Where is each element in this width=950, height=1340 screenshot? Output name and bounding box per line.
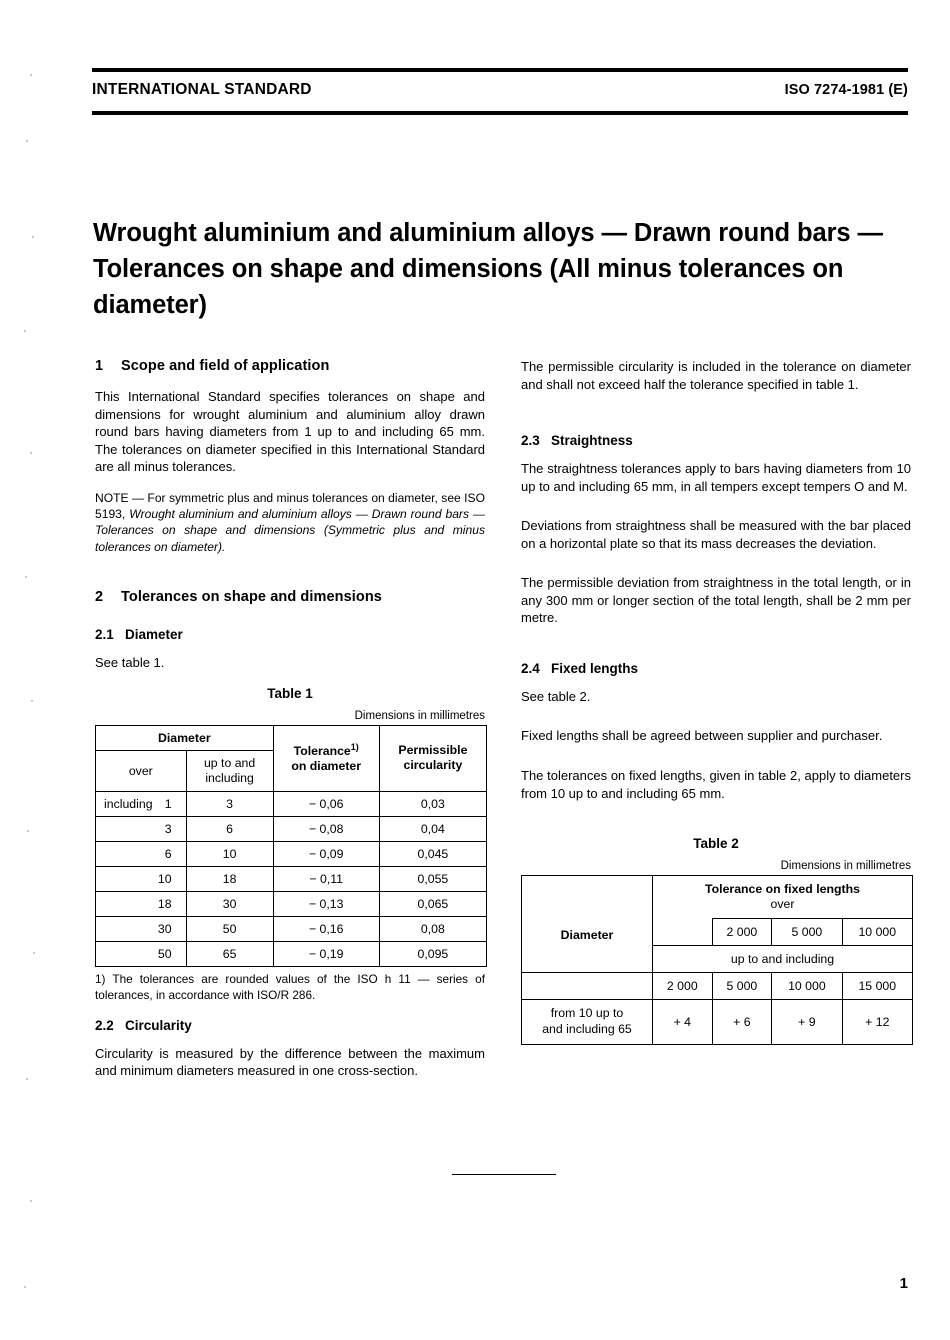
table-1-cell-tolerance: − 0,06 xyxy=(273,791,379,816)
table-2-upto-value: 5 000 xyxy=(712,972,772,999)
table-2-header-diameter xyxy=(522,876,653,973)
table-2-cell-value: + 4 xyxy=(653,999,713,1044)
section-title-1: Scope and field of application xyxy=(121,358,330,374)
section-2-3-paragraph-2: Deviations from straightness shall be measured with the bar placed on a horizontal plate so that its mass decreases the deviation. xyxy=(521,518,911,551)
table-2-body xyxy=(522,876,913,1044)
scan-speck xyxy=(24,1286,26,1288)
section-heading-1 xyxy=(95,358,485,374)
table-1-cell-over xyxy=(96,791,187,816)
table-1-body xyxy=(96,791,487,966)
table-1-header-circularity-line1: Permissible xyxy=(398,743,468,758)
table-1-cell-over: 10 xyxy=(96,866,187,891)
table-1-cell-circularity: 0,045 xyxy=(379,841,486,866)
table-2-header-main xyxy=(653,876,913,919)
table-1-cell-tolerance: − 0,09 xyxy=(273,841,379,866)
table-2-dimension-note: Dimensions in millimetres xyxy=(780,860,911,873)
section-heading-2-1 xyxy=(95,627,485,642)
table-2-cell-value: + 12 xyxy=(842,999,912,1044)
table-2-over-value: 5 000 xyxy=(772,918,842,945)
table-row xyxy=(96,791,487,816)
table-1-dimension-note: Dimensions in millimetres xyxy=(354,709,485,722)
table-1-cell-tolerance: − 0,11 xyxy=(273,866,379,891)
table-2-header-diameter-label: Diameter xyxy=(560,927,614,942)
right-column-intro-paragraph: The permissible circularity is included in the tolerance on diameter and shall not exceed half the tolerance specified in table 1. xyxy=(521,359,911,392)
note-lead-text: NOTE — For symmetric plus and minus tolerances on diameter, see ISO 5193, xyxy=(95,490,485,522)
document-header xyxy=(92,68,908,115)
header-standard-number: ISO 7274-1981 (E) xyxy=(784,82,908,98)
table-2-upto-value: 10 000 xyxy=(772,972,842,999)
table-1-header-diameter: Diameter xyxy=(96,725,274,751)
table-row xyxy=(522,876,913,919)
table-1-cell-circularity: 0,095 xyxy=(379,941,486,966)
table-row xyxy=(96,916,487,941)
table-2-row-label-line2: and including 65 xyxy=(542,1021,632,1036)
table-2-over-value: 2 000 xyxy=(712,918,772,945)
table-1-cell-upto: 30 xyxy=(186,891,273,916)
table-1-cell-circularity: 0,055 xyxy=(379,866,486,891)
section-2-4-paragraph-1: See table 2. xyxy=(521,688,591,704)
section-2-4-paragraph-3: The tolerances on fixed lengths, given in table 2, apply to diameters from 10 up to and including 65 mm. xyxy=(521,768,911,801)
section-heading-2-3 xyxy=(521,433,911,448)
table-1-cell-tolerance: − 0,13 xyxy=(273,891,379,916)
page-title: Wrought aluminium and aluminium alloys — Drawn round bars — Tolerances on shape and dimensions (All minus tolerances on diameter) xyxy=(93,219,883,320)
table-1-cell-tolerance: − 0,19 xyxy=(273,941,379,966)
table-1-cell-upto: 65 xyxy=(186,941,273,966)
section-2-1-paragraph: See table 1. xyxy=(95,654,165,670)
table-2-cell-value: + 6 xyxy=(712,999,772,1044)
section-1-paragraph: This International Standard specifies tolerances on shape and dimensions for wrought aluminium and aluminium alloy drawn round bars having diameters from 1 up to and including 65 mm. The tolerances on diameter specified in this International Standard are all minus tolerances. xyxy=(95,389,485,475)
section-title-2-1: Diameter xyxy=(125,626,183,642)
table-1-cell-circularity: 0,03 xyxy=(379,791,486,816)
table-1-cell-circularity: 0,08 xyxy=(379,916,486,941)
section-title-2-2: Circularity xyxy=(125,1017,192,1033)
table-2-upto-value: 2 000 xyxy=(653,972,713,999)
table-1-header-tolerance-text: Tolerance xyxy=(293,744,351,759)
table-2 xyxy=(521,875,913,1044)
table-1-header-over: over xyxy=(96,751,187,792)
table-2-over-blank xyxy=(653,918,713,945)
section-number-1: 1 xyxy=(95,358,104,374)
scan-speck xyxy=(30,1200,32,1202)
table-row xyxy=(96,816,487,841)
table-1-header-tolerance-footnote-marker: 1) xyxy=(350,742,359,753)
scan-speck xyxy=(31,700,33,702)
table-row xyxy=(522,972,913,999)
scan-speck xyxy=(24,330,26,332)
table-2-caption: Table 2 xyxy=(693,836,739,852)
scan-speck xyxy=(26,140,28,142)
table-2-cell-value: + 9 xyxy=(772,999,842,1044)
table-1-cell-upto: 18 xyxy=(186,866,273,891)
table-1-cell-upto: 6 xyxy=(186,816,273,841)
table-1-cell-circularity: 0,065 xyxy=(379,891,486,916)
left-column xyxy=(95,358,485,1094)
section-2-3-paragraph-3: The permissible deviation from straightness in the total length, or in any 300 mm or longer section of the total length, shall be 2 mm per metre. xyxy=(521,575,911,626)
table-1-cell-upto: 10 xyxy=(186,841,273,866)
table-1-cell-tolerance: − 0,16 xyxy=(273,916,379,941)
footer-divider xyxy=(452,1174,556,1175)
table-1-header-tolerance-sub: on diameter xyxy=(291,759,362,774)
right-column xyxy=(521,358,911,1045)
section-2-3-paragraph-1: The straightness tolerances apply to bars having diameters from 10 up to and including 65 mm, in all tempers except tempers O and M. xyxy=(521,461,911,494)
table-1-caption: Table 1 xyxy=(267,685,313,701)
table-1 xyxy=(95,725,487,967)
table-1-cell-over: 6 xyxy=(96,841,187,866)
table-row xyxy=(96,866,487,891)
header-row xyxy=(92,72,908,108)
table-row xyxy=(96,725,487,751)
section-number-2-1: 2.1 xyxy=(95,626,114,642)
table-1-cell-over: 30 xyxy=(96,916,187,941)
table-1-cell-over-value: 1 xyxy=(164,796,172,811)
table-1-cell-over: 3 xyxy=(96,816,187,841)
table-2-diameter-blank xyxy=(522,972,653,999)
table-2-upto-value: 15 000 xyxy=(842,972,912,999)
section-title-2-4: Fixed lengths xyxy=(551,660,639,676)
section-number-2-4: 2.4 xyxy=(521,660,540,676)
section-number-2-2: 2.2 xyxy=(95,1017,114,1033)
table-row xyxy=(522,999,913,1044)
section-2-4-paragraph-2: Fixed lengths shall be agreed between supplier and purchaser. xyxy=(521,728,883,744)
table-row xyxy=(96,941,487,966)
section-number-2: 2 xyxy=(95,588,104,605)
table-row xyxy=(96,891,487,916)
table-1-cell-tolerance: − 0,08 xyxy=(273,816,379,841)
table-1-cell-over: 50 xyxy=(96,941,187,966)
table-row xyxy=(96,841,487,866)
section-number-2-3: 2.3 xyxy=(521,433,540,449)
header-standard-label: INTERNATIONAL STANDARD xyxy=(92,81,312,98)
table-1-footnote: 1) The tolerances are rounded values of the ISO h 11 — series of tolerances, in accordance with ISO/R 286. xyxy=(95,971,485,1002)
table-1-first-row-including-label: including xyxy=(104,796,153,811)
table-1-header-circularity-line2: circularity xyxy=(403,758,463,773)
section-heading-2 xyxy=(95,589,485,605)
note-italic-text: Wrought aluminium and aluminium alloys — Drawn round bars — Tolerances on shape and dimensions (Symmetric plus and minus tolerances on diameter). xyxy=(95,507,485,554)
scan-speck xyxy=(33,952,35,954)
header-rule-bottom xyxy=(92,111,908,115)
table-1-header-tolerance xyxy=(273,725,379,791)
scan-speck xyxy=(25,576,27,578)
section-heading-2-4 xyxy=(521,661,911,676)
table-2-over-value: 10 000 xyxy=(842,918,912,945)
table-2-header-main-line1: Tolerance on fixed lengths xyxy=(705,882,860,897)
table-1-cell-circularity: 0,04 xyxy=(379,816,486,841)
section-title-2-3: Straightness xyxy=(551,433,633,449)
section-1-note xyxy=(95,490,485,555)
scan-speck xyxy=(26,1078,28,1080)
section-2-2-paragraph: Circularity is measured by the difference between the maximum and minimum diameters measured in one cross-section. xyxy=(95,1045,485,1079)
table-1-cell-upto: 3 xyxy=(186,791,273,816)
table-2-row-label-line1: from 10 up to xyxy=(550,1005,624,1020)
table-2-header-main-line2: over xyxy=(770,896,795,911)
table-2-row-label xyxy=(522,999,653,1044)
scan-speck xyxy=(27,830,29,832)
table-1-header-upto: up to and including xyxy=(186,751,273,792)
section-title-2: Tolerances on shape and dimensions xyxy=(121,588,382,605)
table-2-upto-label: up to and including xyxy=(653,945,913,972)
page-number: 1 xyxy=(899,1275,908,1292)
table-1-cell-over: 18 xyxy=(96,891,187,916)
section-heading-2-2 xyxy=(95,1018,485,1033)
scan-speck xyxy=(30,452,32,454)
table-1-header-circularity xyxy=(379,725,486,791)
table-1-cell-upto: 50 xyxy=(186,916,273,941)
scan-speck xyxy=(30,74,32,76)
scan-speck xyxy=(32,236,34,238)
